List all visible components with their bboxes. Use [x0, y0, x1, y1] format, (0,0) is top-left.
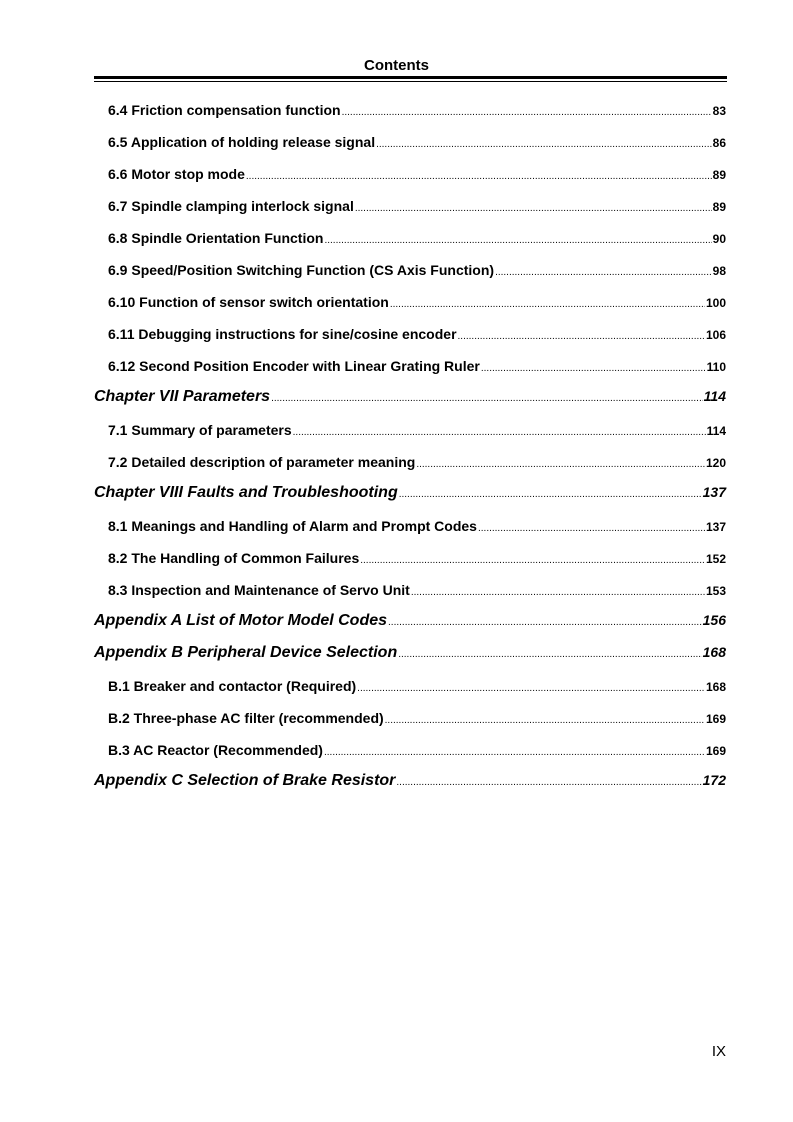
- toc-section-entry[interactable]: [108, 326, 726, 342]
- toc-dot-leader: [246, 166, 712, 182]
- toc-entry-label: B.1 Breaker and contactor (Required): [108, 678, 357, 694]
- page-number: IX: [711, 1043, 726, 1060]
- toc-entry-page: 168: [705, 680, 726, 694]
- toc-entry-page: 120: [705, 456, 726, 470]
- toc-dot-leader: [458, 326, 705, 342]
- toc-entry-label: 6.11 Debugging instructions for sine/cosine encoder: [108, 326, 457, 342]
- toc-entry-label: 7.2 Detailed description of parameter meaning: [108, 454, 416, 470]
- toc-entry-label: 8.2 The Handling of Common Failures: [108, 550, 360, 566]
- toc-entry-page: 110: [706, 360, 726, 374]
- toc-entry-label: Appendix B Peripheral Device Selection: [94, 644, 398, 661]
- toc-dot-leader: [481, 358, 706, 374]
- toc-dot-leader: [385, 710, 705, 726]
- toc-entry-page: 98: [712, 264, 726, 278]
- toc-dot-leader: [390, 294, 705, 310]
- toc-entry-label: Chapter VII Parameters: [94, 388, 271, 405]
- toc-entry-label: Appendix A List of Motor Model Codes: [94, 612, 388, 629]
- toc-dot-leader: [399, 484, 702, 502]
- toc-entry-label: 6.9 Speed/Position Switching Function (CS Axis Function): [108, 262, 495, 278]
- toc-entry-page: 106: [705, 328, 726, 342]
- toc-dot-leader: [396, 772, 701, 790]
- toc-dot-leader: [355, 198, 712, 214]
- toc-entry-label: 6.6 Motor stop mode: [108, 166, 245, 182]
- toc-dot-leader: [388, 612, 702, 630]
- toc-entry-label: 6.5 Application of holding release signal: [108, 134, 376, 150]
- toc-dot-leader: [398, 644, 701, 662]
- toc-entry-label: 7.1 Summary of parameters: [108, 422, 292, 438]
- toc-entry-page: 137: [705, 520, 726, 534]
- toc-dot-leader: [495, 262, 712, 278]
- toc-entry-page: 153: [705, 584, 726, 598]
- toc-entry-label: B.3 AC Reactor (Recommended): [108, 742, 323, 758]
- toc-section-entry[interactable]: [108, 710, 726, 726]
- toc-dot-leader: [324, 742, 705, 758]
- toc-dot-leader: [478, 518, 705, 534]
- toc-dot-leader: [416, 454, 705, 470]
- toc-entry-label: 6.7 Spindle clamping interlock signal: [108, 198, 354, 214]
- toc-dot-leader: [357, 678, 705, 694]
- toc-entry-page: 114: [703, 388, 726, 404]
- toc-dot-leader: [411, 582, 705, 598]
- toc-dot-leader: [324, 230, 711, 246]
- toc-entry-label: 8.1 Meanings and Handling of Alarm and Prompt Codes: [108, 518, 477, 534]
- header-rule-thick: [94, 76, 727, 79]
- toc-chapter-entry[interactable]: [94, 612, 726, 630]
- toc-entry-page: 137: [702, 484, 726, 500]
- toc-entry-label: 6.4 Friction compensation function: [108, 102, 341, 118]
- toc-section-entry[interactable]: [108, 230, 726, 246]
- toc-dot-leader: [271, 388, 703, 406]
- toc-section-entry[interactable]: [108, 134, 726, 150]
- toc-dot-leader: [342, 102, 712, 118]
- toc-chapter-entry[interactable]: [94, 644, 726, 662]
- toc-entry-label: 8.3 Inspection and Maintenance of Servo Unit: [108, 582, 410, 598]
- toc-section-entry[interactable]: [108, 166, 726, 182]
- toc-entry-label: 6.12 Second Position Encoder with Linear Grating Ruler: [108, 358, 480, 374]
- toc-entry-page: 152: [705, 552, 726, 566]
- toc-dot-leader: [293, 422, 706, 438]
- toc-entry-label: 6.10 Function of sensor switch orientation: [108, 294, 389, 310]
- toc-dot-leader: [360, 550, 705, 566]
- header-rule-thin: [94, 81, 727, 82]
- toc-section-entry[interactable]: [108, 294, 726, 310]
- toc-entry-label: B.2 Three-phase AC filter (recommended): [108, 710, 384, 726]
- toc-dot-leader: [376, 134, 712, 150]
- page-title: Contents: [364, 57, 429, 74]
- toc-entry-label: Chapter VIII Faults and Troubleshooting: [94, 484, 398, 501]
- toc-entry-label: Appendix C Selection of Brake Resistor: [94, 772, 396, 789]
- toc-section-entry[interactable]: [108, 742, 726, 758]
- toc-section-entry[interactable]: [108, 198, 726, 214]
- toc-section-entry[interactable]: [108, 550, 726, 566]
- toc-entry-page: 156: [702, 612, 726, 628]
- toc-entry-page: 168: [702, 644, 726, 660]
- toc-entry-page: 114: [706, 424, 726, 438]
- toc-section-entry[interactable]: [108, 454, 726, 470]
- toc-section-entry[interactable]: [108, 358, 726, 374]
- toc-entry-page: 90: [712, 232, 726, 246]
- toc-entry-page: 100: [705, 296, 726, 310]
- toc-section-entry[interactable]: [108, 262, 726, 278]
- toc-entry-page: 172: [702, 772, 726, 788]
- toc-section-entry[interactable]: [108, 678, 726, 694]
- toc-section-entry[interactable]: [108, 518, 726, 534]
- toc-entry-page: 83: [712, 104, 726, 118]
- toc-chapter-entry[interactable]: [94, 388, 726, 406]
- toc-chapter-entry[interactable]: [94, 772, 726, 790]
- toc-section-entry[interactable]: [108, 102, 726, 118]
- toc-entry-page: 89: [712, 200, 726, 214]
- toc-section-entry[interactable]: [108, 422, 726, 438]
- toc-entry-page: 86: [712, 136, 726, 150]
- toc-entry-page: 169: [705, 712, 726, 726]
- toc-entry-page: 89: [712, 168, 726, 182]
- toc-entry-label: 6.8 Spindle Orientation Function: [108, 230, 324, 246]
- toc-entry-page: 169: [705, 744, 726, 758]
- toc-chapter-entry[interactable]: [94, 484, 726, 502]
- toc-section-entry[interactable]: [108, 582, 726, 598]
